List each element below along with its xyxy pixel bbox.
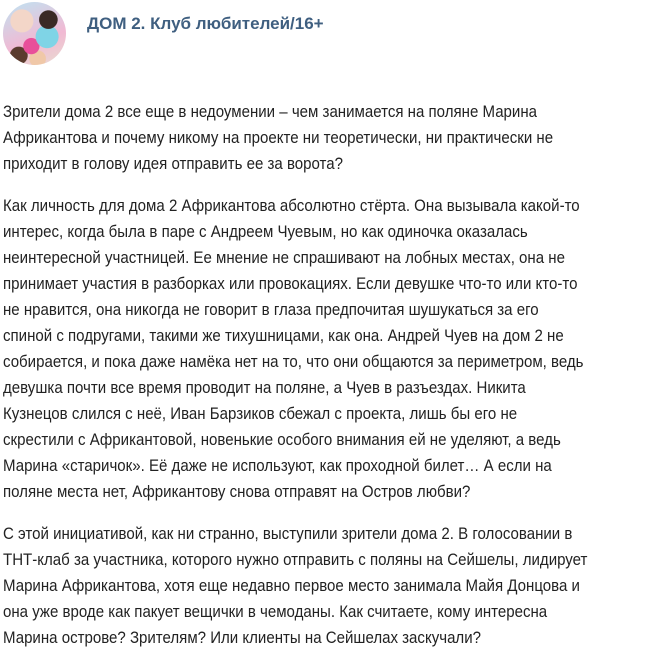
group-avatar[interactable] [3, 2, 66, 65]
paragraph [3, 99, 670, 177]
post-text [3, 99, 670, 667]
text-line: она уже вроде как пакует вещички в чемоданы. Как считаете, кому интересна [3, 602, 548, 621]
group-title[interactable]: ДОМ 2. Клуб любителей/16+ [87, 14, 324, 33]
text-line: ТНТ-клаб за участника, которого нужно отправить с поляны на Сейшелы, лидирует [3, 550, 588, 569]
text-line: принимает участия в разборках или провокациях. Если девушке что-то или кто-то [3, 274, 578, 293]
text-line: Марина Африкантова, хотя еще недавно первое место занимала Майя Донцова и [3, 576, 580, 595]
text-line: Марина «старичок». Её даже не используют, как проходной билет… А если на [3, 456, 552, 475]
text-line: приходит в голову идея отправить ее за ворота? [3, 154, 344, 173]
text-line: девушка почти все время проводит на поляне, а Чуев в разъездах. Никита [3, 378, 526, 397]
text-line: собирается, и пока даже намёка нет на то, что они общаются за периметром, ведь [3, 352, 584, 371]
text-line: Кузнецов слился с неё, Иван Барзиков сбежал с проекта, лишь бы его не [3, 404, 518, 423]
text-line: интерес, когда была в паре с Андреем Чуевым, но как одиночка оказалась [3, 222, 528, 241]
text-line: поляне места нет, Африкантову снова отправят на Остров любви? [3, 482, 471, 501]
paragraph [3, 193, 670, 505]
paragraph [3, 521, 670, 651]
text-line: неинтересной участницей. Ее мнение не спрашивают на лобных местах, она не [3, 248, 565, 267]
text-line: Марина острове? Зрителям? Или клиенты на Сейшелах заскучали? [3, 628, 481, 647]
text-line: не нравится, она никогда не говорит в глаза предпочитая шушукаться за его [3, 300, 539, 319]
text-line: скрестили с Африкантовой, новенькие особого внимания ей не уделяют, а ведь [3, 430, 561, 449]
text-line: С этой инициативой, как ни странно, выступили зрители дома 2. В голосовании в [3, 524, 573, 543]
text-line: Африкантова и почему никому на проекте ни теоретически, ни практически не [3, 128, 554, 147]
text-line: Зрители дома 2 все еще в недоумении – чем занимается на поляне Марина [3, 102, 538, 121]
text-line: спиной с подругами, такими же тихушницами, как она. Андрей Чуев на дом 2 не [3, 326, 564, 345]
text-line: Как личность для дома 2 Африкантова абсолютно стёрта. Она вызывала какой-то [3, 196, 580, 215]
